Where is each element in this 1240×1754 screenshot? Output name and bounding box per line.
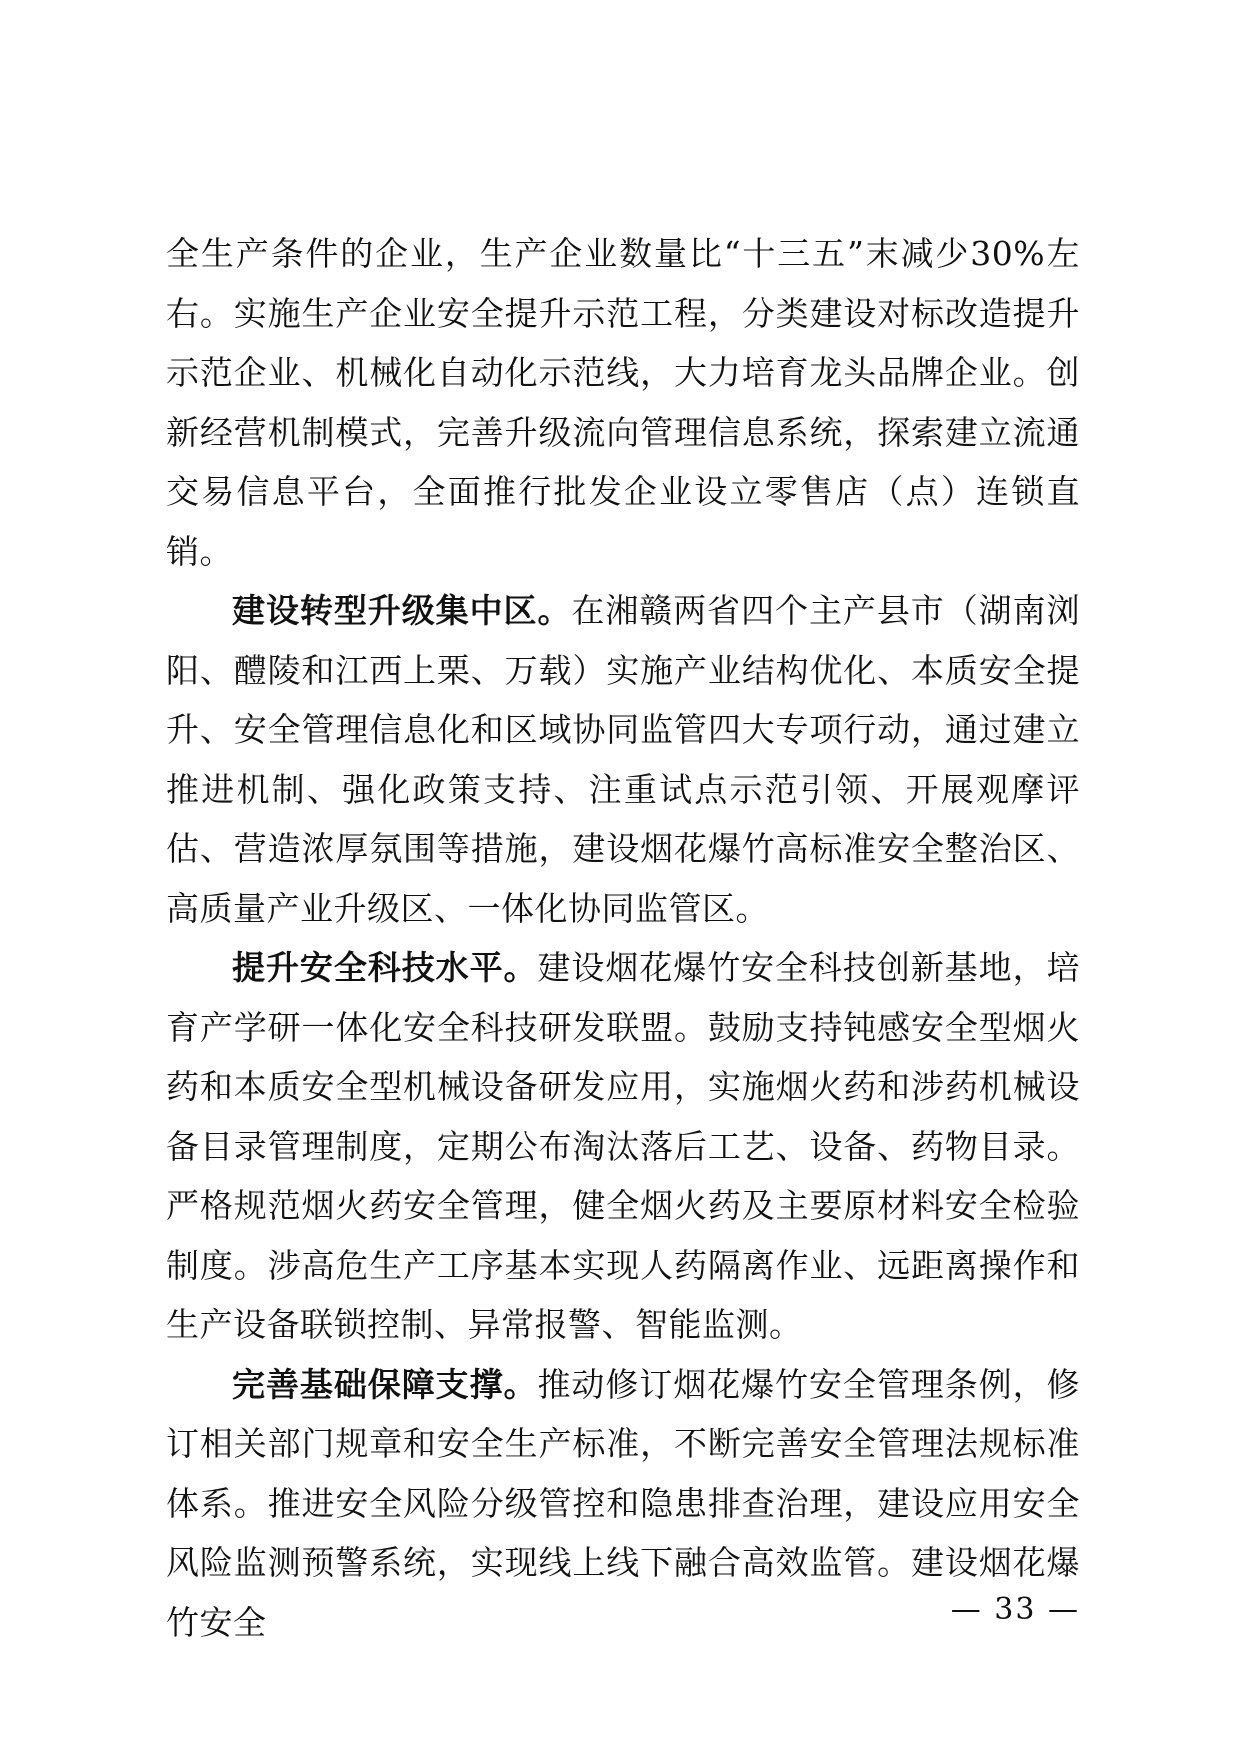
paragraph-4-heading: 完善基础保障支撑。 xyxy=(232,1364,538,1404)
paragraph-1 xyxy=(166,224,1080,581)
paragraph-3 xyxy=(166,938,1080,1355)
body-text xyxy=(166,224,1080,1652)
paragraph-3-body: 建设烟花爆竹安全科技创新基地，培育产学研一体化安全科技研发联盟。鼓励支持钝感安全型烟火药和本质安全型机械设备研发应用，实施烟火药和涉药机械设备目录管理制度，定期公布淘汰落后工艺、设备、药物目录。严格规范烟火药安全管理，健全烟火药及主要原材料安全检验制度。涉高危生产工序基本实现人药隔离作业、远距离操作和生产设备联锁控制、异常报警、智能监测。 xyxy=(166,948,1080,1344)
paragraph-2-body: 在湘赣两省四个主产县市（湖南浏阳、醴陵和江西上栗、万载）实施产业结构优化、本质安全提升、安全管理信息化和区域协同监管四大专项行动，通过建立推进机制、强化政策支持、注重试点示范引领、开展观摩评估、营造浓厚氛围等措施，建设烟花爆竹高标准安全整治区、高质量产业升级区、一体化协同监管区。 xyxy=(166,591,1080,928)
paragraph-2-heading: 建设转型升级集中区。 xyxy=(232,591,572,630)
paragraph-3-heading: 提升安全科技水平。 xyxy=(232,948,538,987)
paragraph-1-body: 全生产条件的企业，生产企业数量比“十三五”末减少30%左右。实施生产企业安全提升示范工程，分类建设对标改造提升示范企业、机械化自动化示范线，大力培育龙头品牌企业。创新经营机制模式，完善升级流向管理信息系统，探索建立流通交易信息平台，全面推行批发企业设立零售店（点）连锁直销。 xyxy=(166,234,1080,571)
paragraph-4 xyxy=(166,1355,1080,1653)
paragraph-4-body: 推动修订烟花爆竹安全管理条例，修订相关部门规章和安全生产标准，不断完善安全管理法规标准体系。推进安全风险分级管控和隐患排查治理，建设应用安全风险监测预警系统，实现线上线下融合高效监管。建设烟花爆竹安全 xyxy=(166,1364,1080,1642)
page-number: — 33 — xyxy=(950,1592,1080,1627)
paragraph-2 xyxy=(166,581,1080,938)
